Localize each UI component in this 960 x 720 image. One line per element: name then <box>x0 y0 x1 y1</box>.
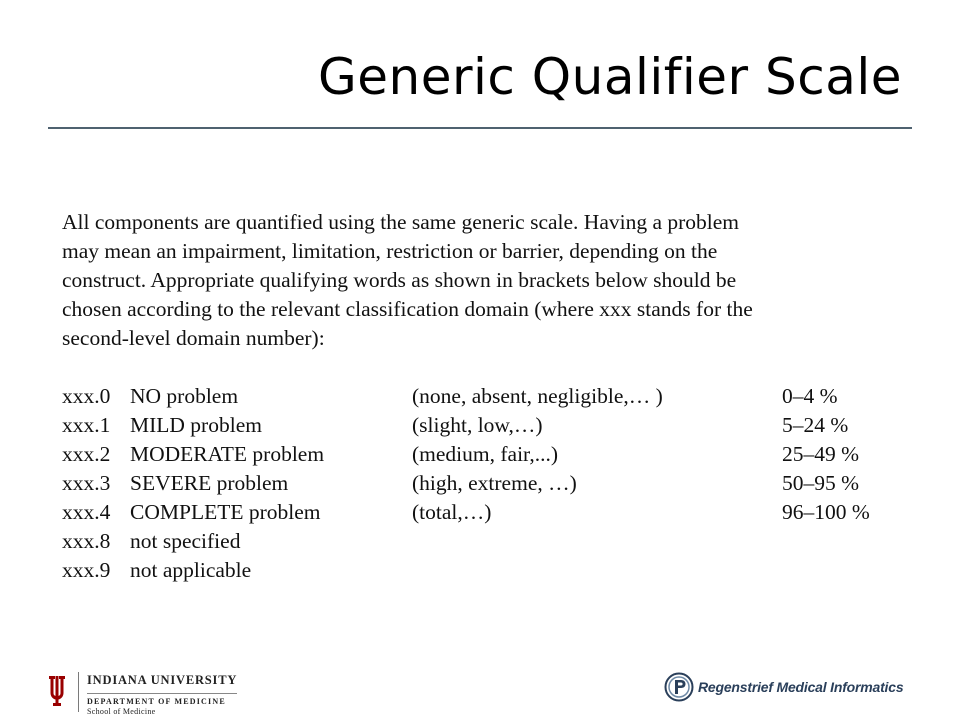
title-divider <box>48 127 912 129</box>
scale-row <box>62 411 902 440</box>
iu-trident-icon <box>44 674 70 708</box>
scale-label: COMPLETE problem <box>130 500 321 524</box>
iu-wordmark <box>87 672 237 717</box>
scale-code: xxx.4 <box>62 500 111 524</box>
intro-line: All components are quantified using the same generic scale. Having a problem <box>62 210 740 234</box>
scale-label: not applicable <box>130 558 252 582</box>
regenstrief-emblem-icon <box>664 672 694 702</box>
indiana-university-logo <box>44 672 238 716</box>
scale-range: 96–100 % <box>782 500 870 524</box>
intro-line: may mean an impairment, limitation, restriction or barrier, depending on the <box>62 239 718 263</box>
scale-row <box>62 556 902 585</box>
scale-row <box>62 440 902 469</box>
scale-label: MODERATE problem <box>130 442 325 466</box>
scale-label: MILD problem <box>130 413 262 437</box>
regenstrief-logo <box>664 672 903 702</box>
regenstrief-name: Regenstrief Medical Informatics <box>698 679 904 695</box>
scale-description: (medium, fair,...) <box>412 442 559 466</box>
scale-label: NO problem <box>130 384 239 408</box>
scale-label: not specified <box>130 529 241 553</box>
scale-row <box>62 527 902 556</box>
slide-body <box>62 208 902 585</box>
scale-code: xxx.0 <box>62 384 111 408</box>
scale-code: xxx.1 <box>62 413 111 437</box>
scale-code: xxx.2 <box>62 442 111 466</box>
scale-description: (high, extreme, …) <box>412 471 577 495</box>
intro-paragraph <box>62 208 902 353</box>
intro-line: second-level domain number): <box>62 326 325 350</box>
scale-range: 25–49 % <box>782 442 860 466</box>
scale-code: xxx.8 <box>62 529 111 553</box>
scale-code: xxx.9 <box>62 558 111 582</box>
scale-label: SEVERE problem <box>130 471 289 495</box>
scale-code: xxx.3 <box>62 471 111 495</box>
scale-description: (total,…) <box>412 500 492 524</box>
scale-description: (slight, low,…) <box>412 413 543 437</box>
scale-row <box>62 498 902 527</box>
scale-row <box>62 469 902 498</box>
scale-row <box>62 382 902 411</box>
scale-range: 50–95 % <box>782 471 860 495</box>
iu-school: School of Medicine <box>87 707 156 716</box>
qualifier-scale-list <box>62 382 902 585</box>
scale-description: (none, absent, negligible,… ) <box>412 384 663 408</box>
scale-range: 5–24 % <box>782 413 849 437</box>
slide-title: Generic Qualifier Scale <box>318 48 902 106</box>
iu-department: DEPARTMENT OF MEDICINE <box>87 693 237 707</box>
scale-range: 0–4 % <box>782 384 838 408</box>
iu-name: INDIANA UNIVERSITY <box>87 673 238 687</box>
intro-line: construct. Appropriate qualifying words as shown in brackets below should be <box>62 268 737 292</box>
footer-divider <box>78 672 79 712</box>
intro-line: chosen according to the relevant classification domain (where xxx stands for the <box>62 297 753 321</box>
